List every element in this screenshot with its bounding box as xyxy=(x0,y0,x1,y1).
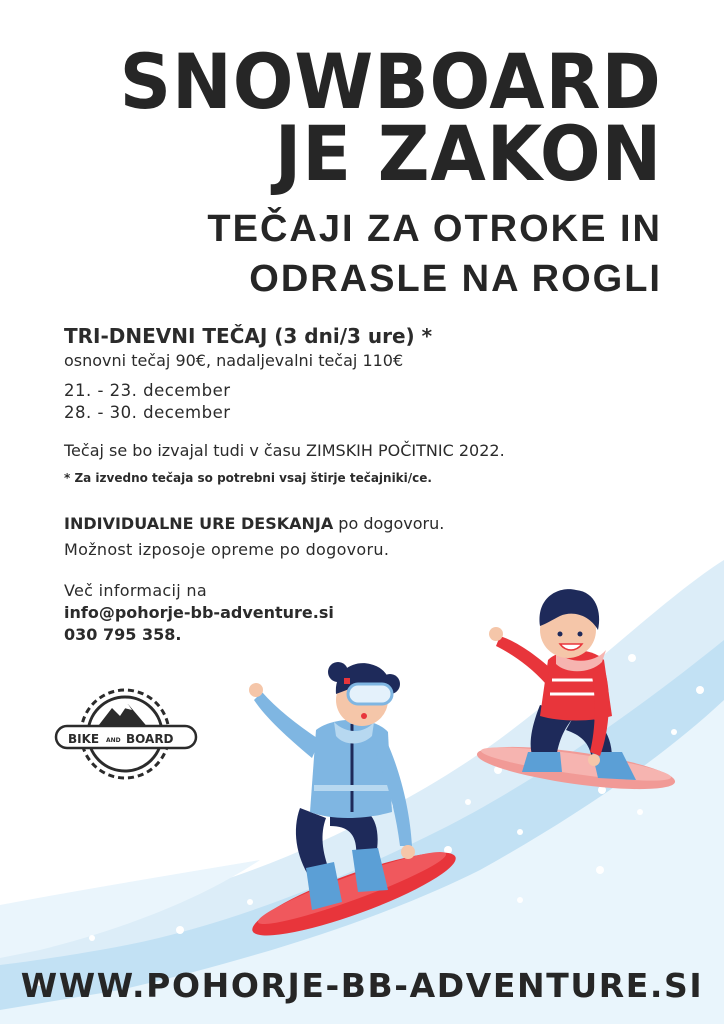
course-date-1: 21. - 23. december xyxy=(64,381,231,400)
logo-word-bike: BIKE xyxy=(68,732,100,746)
footnote: * Za izvedno tečaja so potrebni vsaj štirje tečajniki/ce. xyxy=(64,471,432,485)
page-title-line2: JE ZAKON xyxy=(274,109,662,198)
course-prices: osnovni tečaj 90€, nadaljevalni tečaj 110€ xyxy=(64,351,404,370)
page-title-line1: SNOWBOARD xyxy=(119,37,662,126)
course-title: TRI-DNEVNI TEČAJ (3 dni/3 ure) * xyxy=(64,324,433,348)
website-link[interactable]: WWW.POHORJE-BB-ADVENTURE.SI xyxy=(20,966,704,1005)
course-date-2: 28. - 30. december xyxy=(64,403,231,422)
contact-intro: Več informacij na xyxy=(64,581,207,600)
logo-word-board: BOARD xyxy=(126,732,174,746)
contact-phone xyxy=(64,625,181,644)
contact-phone-suffix: . xyxy=(175,625,182,644)
equipment-rental-note: Možnost izposoje opreme po dogovoru. xyxy=(64,540,390,559)
winter-holiday-note: Tečaj se bo izvajal tudi v času ZIMSKIH POČITNIC 2022. xyxy=(64,441,505,460)
subtitle-line1: TEČAJI ZA OTROKE IN xyxy=(207,208,662,250)
subtitle-line2: ODRASLE NA ROGLI xyxy=(249,258,662,300)
individual-lessons-line xyxy=(64,514,444,533)
individual-lessons-label: INDIVIDUALNE URE DESKANJA xyxy=(64,514,334,533)
logo-word-and: AND xyxy=(106,737,121,744)
contact-email-link[interactable]: info@pohorje-bb-adventure.si xyxy=(64,603,334,622)
bike-and-board-logo xyxy=(50,684,200,784)
contact-phone-number[interactable]: 030 795 358 xyxy=(64,625,176,644)
individual-lessons-suffix: po dogovoru. xyxy=(333,514,445,533)
